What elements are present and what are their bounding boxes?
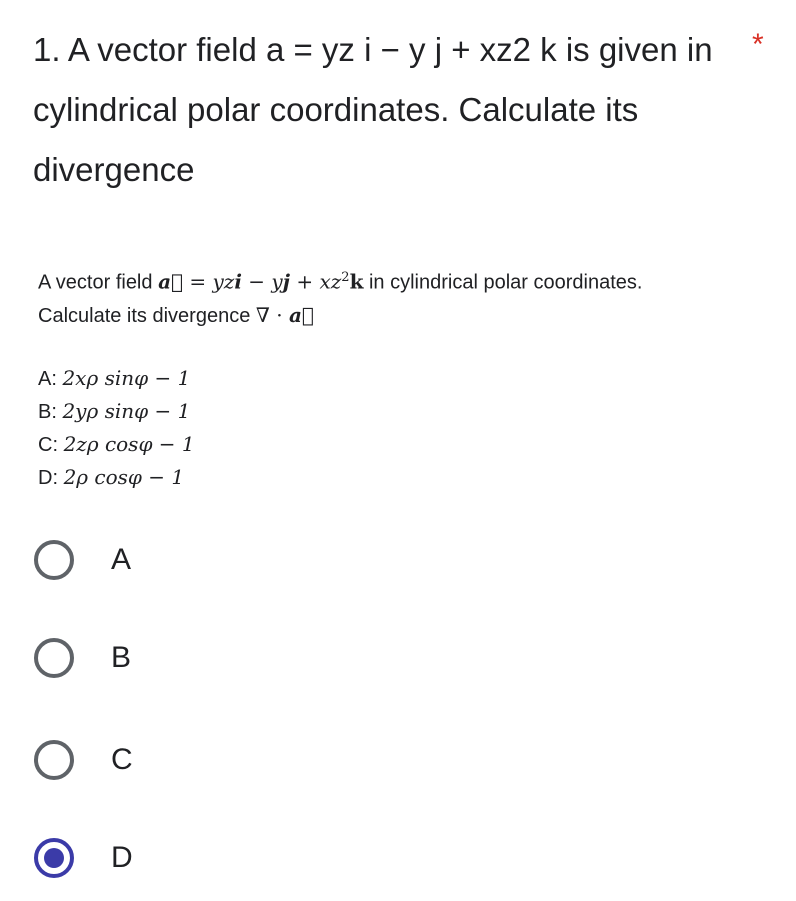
option-label-b: B [111,641,132,674]
option-c[interactable] [34,730,334,790]
option-label-d: D [111,841,133,874]
stem-line-2 [38,299,778,332]
unit-vector-i: i [234,269,242,294]
choice-key: B: [38,401,63,423]
choice-text-d [38,461,195,494]
choice-expression: 2zρ cosφ − 1 [63,432,195,456]
radio-selected-dot [44,848,64,868]
stem-line-1 [38,262,778,299]
radio-button-c[interactable] [34,740,74,780]
question-title: 1. A vector field a = yz i − y j + xz2 k is given in cylindrical polar coordinates. Calculate its divergence [33,31,713,188]
option-a[interactable] [34,530,334,590]
choice-expression: 2yρ sinφ − 1 [62,399,191,423]
choice-key: C: [38,434,64,456]
stem-text: A vector field [38,271,159,294]
math-term: + xz [289,269,342,294]
choice-expression: 2xρ sinφ − 1 [62,366,191,390]
math-term: − y [241,269,283,294]
stem-text: in cylindrical polar coordinates. [363,271,643,294]
question-stem [38,262,778,332]
divergence-operator: ∇ · [255,302,289,327]
vector-a: a⃗ [158,269,184,294]
radio-button-b[interactable] [34,638,74,678]
choice-key: D: [38,467,64,489]
option-label-c: C [111,743,133,776]
radio-button-d-selected[interactable] [34,838,74,878]
option-b[interactable] [34,628,334,688]
required-asterisk: * [752,28,764,61]
radio-button-a[interactable] [34,540,74,580]
unit-vector-j: j [282,269,290,294]
choice-list [38,362,195,494]
choice-text-a [38,362,195,395]
exponent: 2 [341,270,350,285]
unit-vector-k: k [349,269,364,294]
vector-a: a⃗ [288,302,314,327]
math-term: = yz [183,269,235,294]
stem-text: Calculate its divergence [38,304,256,327]
choice-text-c [38,428,195,461]
choice-expression: 2ρ cosφ − 1 [63,465,185,489]
choice-text-b [38,395,195,428]
option-d[interactable] [34,828,334,888]
option-label-a: A [111,543,132,576]
choice-key: A: [38,368,63,390]
